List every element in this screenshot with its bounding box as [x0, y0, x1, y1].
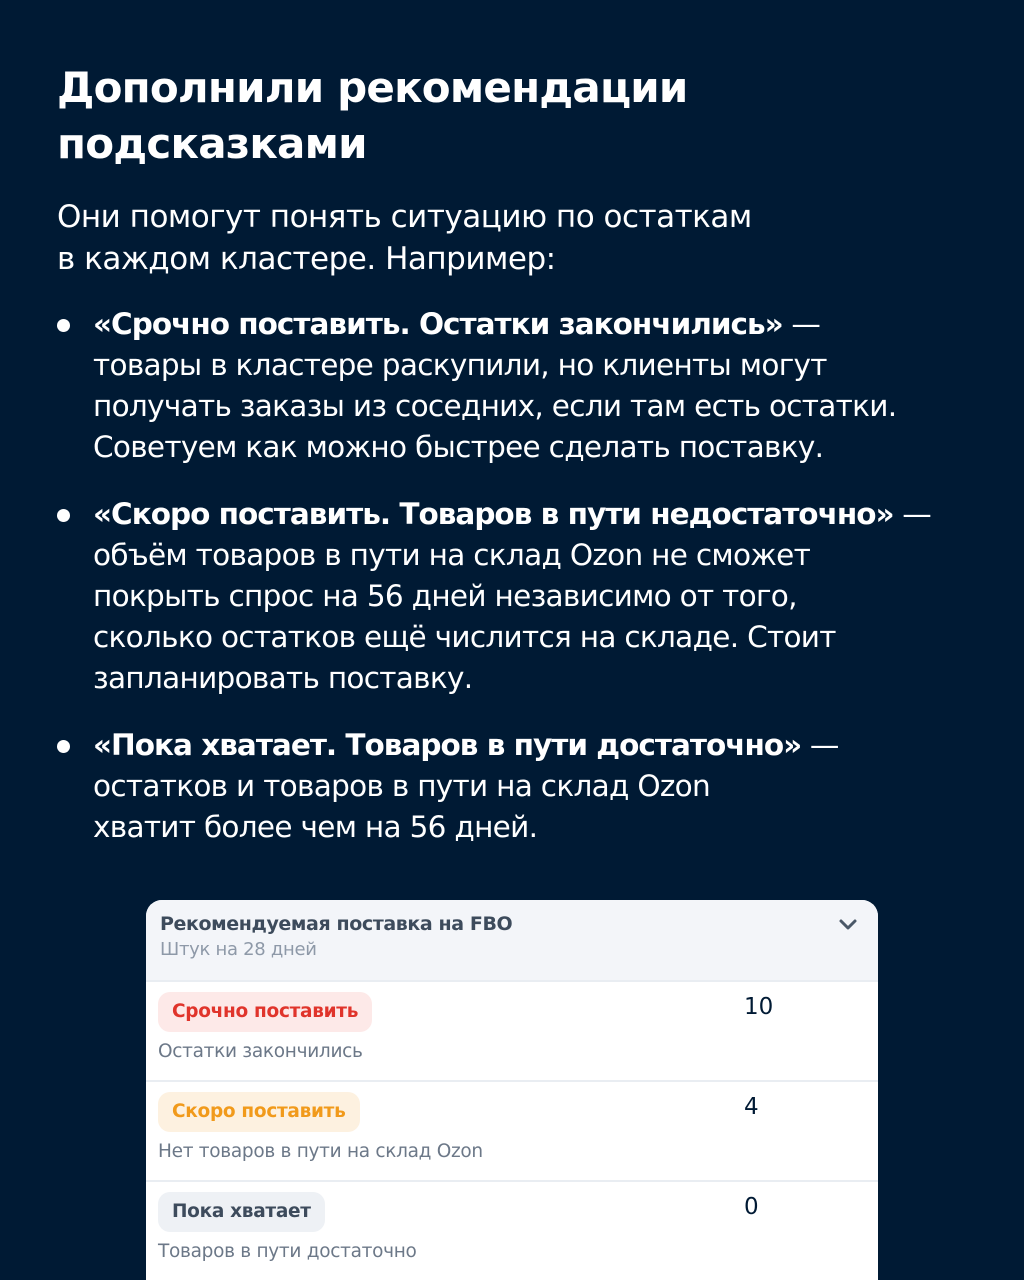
hints-list: [57, 304, 987, 848]
hint-urgent-text-3: Советуем как можно быстрее сделать поставку.: [93, 430, 824, 464]
chevron-down-icon[interactable]: [838, 916, 858, 932]
hint-soon-text-2: покрыть спрос на 56 дней независимо от того,: [93, 579, 797, 613]
row-count: 10: [744, 994, 774, 1020]
status-badge-soon: Скоро поставить: [158, 1092, 360, 1132]
hint-soon-text-1: объём товаров в пути на склад Ozon не сможет: [93, 538, 811, 572]
bullet-dot-icon: [57, 319, 70, 332]
title-line-1: Дополнили рекомендации: [57, 63, 688, 112]
recommended-supply-card: [146, 900, 878, 1280]
hint-soon-title: «Скоро поставить. Товаров в пути недостаточно»: [93, 497, 894, 531]
hint-urgent-text-2: получать заказы из соседних, если там есть остатки.: [93, 389, 897, 423]
hint-soon-text-3: сколько остатков ещё числится на складе. Стоит: [93, 620, 836, 654]
intro-text: [57, 196, 977, 280]
table-row: [146, 980, 878, 1080]
hint-urgent-text-1: товары в кластере раскупили, но клиенты могут: [93, 348, 827, 382]
card-subtitle: Штук на 28 дней: [160, 939, 317, 960]
page-title: [57, 60, 977, 172]
hint-urgent-title: «Срочно поставить. Остатки закончились»: [93, 307, 783, 341]
bullet-dot-icon: [57, 740, 70, 753]
table-row: [146, 1180, 878, 1280]
hint-soon: [57, 494, 987, 699]
hint-enough: [57, 725, 987, 848]
hint-dash: —: [893, 497, 932, 531]
row-description: Нет товаров в пути на склад Ozon: [158, 1141, 483, 1162]
bullet-dot-icon: [57, 509, 70, 522]
row-description: Товаров в пути достаточно: [158, 1241, 417, 1262]
hint-urgent: [57, 304, 987, 468]
row-count: 0: [744, 1194, 759, 1220]
hint-enough-text-2: хватит более чем на 56 дней.: [93, 810, 538, 844]
hint-soon-text-4: запланировать поставку.: [93, 661, 473, 695]
title-line-2: подсказками: [57, 119, 367, 168]
hint-enough-text-1: остатков и товаров в пути на склад Ozon: [93, 769, 711, 803]
card-header[interactable]: [146, 900, 878, 980]
card-title: Рекомендуемая поставка на FBO: [160, 913, 513, 935]
status-badge-urgent: Срочно поставить: [158, 992, 372, 1032]
row-count: 4: [744, 1094, 759, 1120]
status-badge-enough: Пока хватает: [158, 1192, 325, 1232]
row-description: Остатки закончились: [158, 1041, 363, 1062]
intro-line-1: Они помогут понять ситуацию по остаткам: [57, 199, 752, 235]
hint-dash: —: [782, 307, 821, 341]
hint-dash: —: [801, 728, 839, 762]
intro-line-2: в каждом кластере. Например:: [57, 241, 556, 277]
hint-enough-title: «Пока хватает. Товаров в пути достаточно»: [93, 728, 802, 762]
table-row: [146, 1080, 878, 1180]
